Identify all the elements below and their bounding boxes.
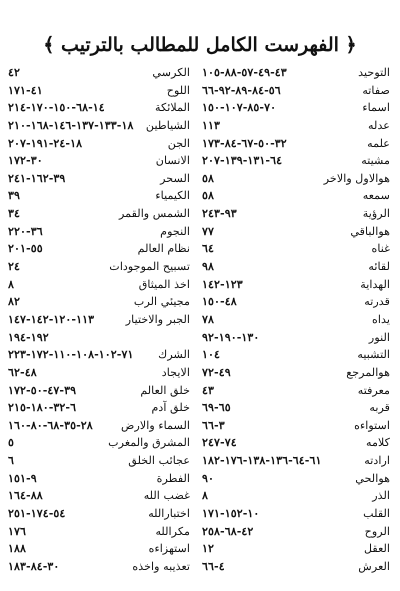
index-entry [202, 187, 390, 205]
entry-topic: العرش [358, 559, 390, 573]
entry-topic: خلق آدم [151, 401, 190, 415]
index-entry [202, 558, 390, 576]
entry-pages: ٤١-١٧١ [8, 82, 43, 97]
entry-pages: ٦٤-١٣١-١٣٩-٢٠٧ [202, 153, 283, 168]
index-entry [8, 170, 190, 188]
index-entry [202, 82, 390, 100]
index-entry [8, 382, 190, 400]
entry-pages: ٤٨-١٥٠ [202, 294, 237, 309]
entry-topic: خلق العالم [140, 383, 190, 397]
index-entry [8, 99, 190, 117]
index-column-left [8, 64, 190, 576]
entry-pages: ٤-٦٦ [202, 558, 225, 573]
index-entry [8, 558, 190, 576]
entry-pages: ١٠٤ [202, 347, 221, 362]
entry-topic: التشبيه [357, 348, 390, 362]
entry-pages: ٣٤ [8, 206, 21, 221]
entry-topic: مجيئي الرب [133, 295, 190, 309]
entry-topic: سمعه [362, 189, 390, 203]
index-entry [202, 258, 390, 276]
entry-pages: ١٠-١٥٢-١٧١ [202, 506, 260, 521]
entry-pages: ٦٤ [202, 241, 215, 256]
entry-topic: مشيته [361, 154, 390, 168]
entry-topic: قربه [369, 401, 390, 415]
entry-pages: ٥٦-٨٤-٨٩-٩٢-٦٦ [202, 82, 281, 97]
entry-topic: السماء والارض [120, 418, 190, 432]
entry-topic: اسماء [362, 101, 390, 115]
entry-topic: كلامه [366, 436, 390, 450]
index-entry [202, 293, 390, 311]
entry-pages: ٥٨ [202, 170, 215, 185]
entry-topic: استواءه [354, 418, 390, 432]
entry-topic: عدله [368, 118, 390, 132]
entry-pages: ٦-٣٢-١٨٠-٢١٥ [8, 400, 77, 415]
index-entry [202, 505, 390, 523]
index-entry [8, 434, 190, 452]
index-entry [202, 311, 390, 329]
entry-pages: ٦١-٦٤-١٣٦-١٣٨-١٧٦-١٨٢ [202, 453, 322, 468]
entry-pages: ١٣٠-١٩٠-٩٢ [202, 329, 260, 344]
entry-topic: معرفته [357, 383, 390, 397]
index-entry [202, 64, 390, 82]
entry-pages: ٥٤-١٧٤-٢٥١ [8, 506, 66, 521]
entry-topic: الايجاد [161, 365, 190, 379]
index-entry [202, 276, 390, 294]
entry-pages: ٩٠ [202, 470, 215, 485]
entry-pages: ١٩٢-١٩٤ [8, 329, 49, 344]
entry-pages: ١٨-٢٤-١٩١-٢٠٧ [8, 135, 83, 150]
entry-topic: الذر [372, 489, 390, 503]
entry-topic: هوالباقي [350, 224, 390, 238]
index-entry [8, 417, 190, 435]
entry-topic: قدرته [364, 295, 390, 309]
index-entry [8, 64, 190, 82]
entry-topic: اخذ الميثاق [138, 277, 190, 291]
entry-pages: ٣٢-٥٠-٦٧-٨٤-١٧٣ [202, 135, 287, 150]
entry-pages: ٧٨ [202, 311, 215, 326]
index-entry [202, 99, 390, 117]
index-entry [8, 487, 190, 505]
entry-pages: ٤٣-٤٩-٥٧-٨٨-١٠٥ [202, 65, 287, 79]
entry-topic: اختبارالله [148, 507, 190, 521]
entry-topic: الروح [364, 524, 390, 538]
index-entry [8, 223, 190, 241]
entry-pages: ١٧٦ [8, 523, 27, 538]
index-entry [202, 152, 390, 170]
index-entry [202, 223, 390, 241]
index-entry [202, 346, 390, 364]
entry-topic: النور [368, 330, 390, 344]
entry-topic: النجوم [160, 224, 190, 238]
index-entry [202, 523, 390, 541]
entry-pages: ٣٠-١٧٢ [8, 153, 43, 168]
index-entry [8, 329, 190, 347]
entry-pages: ٧٠-٨٥-١٠٧-١٥٠ [202, 100, 277, 115]
entry-topic: الشياطين [145, 118, 190, 132]
entry-pages: ٩-١٥١ [8, 470, 37, 485]
entry-pages: ٨ [202, 488, 209, 503]
index-entry [8, 452, 190, 470]
entry-topic: الملائكة [155, 101, 190, 115]
index-entry [202, 417, 390, 435]
entry-topic: الفطرة [156, 471, 190, 485]
index-entry [202, 135, 390, 153]
index-entry [8, 311, 190, 329]
page-title: ﴿ الفهرست الكامل للمطالب بالترتيب ﴾ [43, 34, 357, 56]
index-entry [202, 540, 390, 558]
entry-pages: ٩٨ [202, 259, 215, 274]
entry-pages: ٨٨-١٦٤ [8, 488, 43, 503]
entry-pages: ٢٨-٣٥-٦٨-٨٠-١٦٠ [8, 417, 93, 432]
index-entry [8, 540, 190, 558]
index-entry [8, 346, 190, 364]
index-entry [202, 329, 390, 347]
entry-topic: السحر [160, 171, 190, 185]
entry-topic: الكرسي [152, 66, 190, 79]
entry-topic: نظام العالم [137, 242, 190, 256]
entry-pages: ٣-٦٦ [202, 417, 225, 432]
entry-topic: غناه [371, 242, 390, 256]
index-entry [8, 205, 190, 223]
entry-topic: عجائب الخلق [128, 454, 190, 468]
entry-topic: التوحيد [358, 66, 390, 79]
index-entry [202, 434, 390, 452]
entry-topic: يداه [372, 312, 390, 326]
index-entry [202, 364, 390, 382]
entry-topic: الشمس والقمر [118, 207, 190, 221]
entry-topic: استهزاءه [148, 542, 190, 556]
index-entry [202, 240, 390, 258]
index-entry [8, 523, 190, 541]
entry-pages: ١٢٣-١٤٢ [202, 276, 243, 291]
index-entry [8, 82, 190, 100]
entry-topic: المشرق والمغرب [108, 436, 190, 450]
index-entry [8, 505, 190, 523]
entry-pages: ٦ [8, 453, 15, 468]
entry-topic: العقل [363, 542, 390, 556]
entry-pages: ٤٩-٧٢ [202, 364, 231, 379]
index-entry [202, 470, 390, 488]
entry-topic: صفاته [362, 83, 390, 97]
index-entry [8, 240, 190, 258]
entry-topic: علمه [367, 136, 390, 150]
entry-topic: هوالمرجع [346, 365, 390, 379]
entry-topic: الشرك [158, 348, 190, 362]
entry-topic: الانسان [155, 154, 190, 168]
entry-topic: الجن [167, 136, 190, 150]
entry-topic: الهداية [360, 277, 390, 291]
index-entry [8, 117, 190, 135]
entry-topic: القلب [363, 507, 390, 521]
index-entry [8, 135, 190, 153]
entry-pages: ٤٢ [8, 65, 21, 79]
entry-pages: ٤٢-٦٨-٢٥٨ [202, 523, 254, 538]
index-entry [8, 399, 190, 417]
entry-pages: ٣٠-٨٤-١٨٣ [8, 558, 60, 573]
entry-pages: ٢٤ [8, 259, 21, 274]
index-entry [202, 399, 390, 417]
index-column-right [202, 64, 390, 576]
index-entry [202, 452, 390, 470]
index-entry [8, 293, 190, 311]
index-entry [202, 170, 390, 188]
entry-topic: هوالاول والاخر [323, 171, 390, 185]
entry-pages: ٧٤-٢٤٧ [202, 435, 237, 450]
entry-topic: لقائه [368, 260, 390, 274]
entry-pages: ٥٨ [202, 188, 215, 203]
entry-pages: ١١٣ [202, 117, 221, 132]
entry-pages: ٨٢ [8, 294, 21, 309]
entry-pages: ٨ [8, 276, 15, 291]
entry-pages: ٧١-١٠٢-١٠٨-١١٠-١٧٢-٢٢٣ [8, 347, 134, 362]
index-entry [202, 487, 390, 505]
index-entry [8, 470, 190, 488]
entry-topic: غضب الله [143, 489, 190, 503]
entry-pages: ٩٣-٢٤٣ [202, 206, 237, 221]
index-entry [8, 276, 190, 294]
entry-topic: اللوح [166, 83, 190, 97]
index-entry [8, 152, 190, 170]
entry-pages: ٣٦-٢٢٠ [8, 223, 43, 238]
entry-pages: ٥ [8, 435, 15, 450]
entry-pages: ٦٥-٦٩ [202, 400, 231, 415]
index-entry [202, 205, 390, 223]
entry-pages: ٥٥-٢٠١ [8, 241, 43, 256]
index-entry [202, 382, 390, 400]
entry-topic: تعذيبه واخذه [132, 559, 190, 573]
entry-pages: ١٨٨ [8, 541, 27, 556]
entry-topic: ارادته [364, 454, 390, 468]
index-entry [8, 258, 190, 276]
entry-pages: ٣٩ [8, 188, 21, 203]
entry-pages: ٣٩-١٦٢-٢٤١ [8, 170, 66, 185]
entry-topic: الجبر والاختيار [125, 312, 190, 326]
entry-pages: ١٨-١٣٣-١٣٧-١٤٦-١٦٨-٢١٠ [8, 117, 134, 132]
entry-topic: مكرالله [155, 524, 190, 538]
index-entry [8, 187, 190, 205]
entry-topic: الكيمياء [155, 189, 190, 203]
entry-topic: الرؤية [362, 207, 390, 221]
index-entry [8, 364, 190, 382]
entry-pages: ١٢ [202, 541, 215, 556]
entry-pages: ٤٣ [202, 382, 215, 397]
entry-pages: ١٤-٦٨-١٥٠-١٧٠-٢١٤ [8, 100, 105, 115]
entry-pages: ٣٩-٤٧-٥٠-١٧٢ [8, 382, 77, 397]
entry-topic: تسبيح الموجودات [109, 260, 190, 274]
entry-pages: ١١٣-١٢٠-١٤٢-١٤٧ [8, 311, 95, 326]
index-entry [202, 117, 390, 135]
entry-topic: هوالحي [355, 471, 390, 485]
entry-pages: ٤٨-٦٢ [8, 364, 37, 379]
entry-pages: ٧٧ [202, 223, 215, 238]
